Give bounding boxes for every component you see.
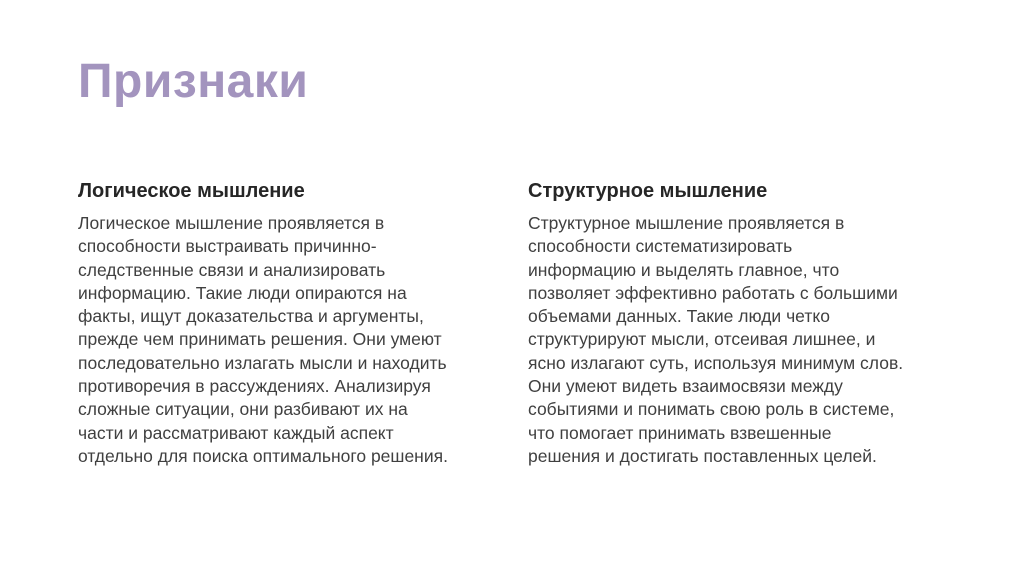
body-line: прежде чем принимать решения. Они умеют (78, 329, 442, 350)
column-body (528, 212, 968, 468)
body-line: противоречия в рассуждениях. Анализируя (78, 376, 431, 397)
body-line: что помогает принимать взвешенные (528, 422, 832, 443)
body-line: сложные ситуации, они разбивают их на (78, 399, 408, 420)
body-line: ясно излагают суть, используя минимум слов. (528, 352, 904, 373)
body-line: решения и достигать поставленных целей. (528, 445, 877, 466)
column-heading: Логическое мышление (78, 180, 305, 202)
body-line: способности систематизировать (528, 236, 793, 257)
column-structural-thinking (528, 178, 968, 468)
column-heading: Структурное мышление (528, 180, 768, 202)
body-line: Они умеют видеть взаимосвязи между (528, 376, 843, 397)
body-line: информацию. Такие люди опираются на (78, 282, 407, 303)
body-line: позволяет эффективно работать с большими (528, 282, 898, 303)
body-line: информацию и выделять главное, что (528, 259, 840, 280)
body-line: событиями и понимать свою роль в системе, (528, 399, 895, 420)
body-line: способности выстраивать причинно- (78, 236, 377, 257)
body-line: структурируют мысли, отсеивая лишнее, и (528, 329, 876, 350)
body-line: объемами данных. Такие люди четко (528, 306, 830, 327)
body-line: следственные связи и анализировать (78, 259, 386, 280)
body-line: отдельно для поиска оптимального решения. (78, 445, 448, 466)
slide-title: Признаки (78, 55, 309, 108)
column-logical-thinking (78, 178, 518, 468)
body-line: Логическое мышление проявляется в (78, 213, 385, 233)
body-line: Структурное мышление проявляется в (528, 213, 845, 233)
body-line: факты, ищут доказательства и аргументы, (78, 306, 424, 327)
body-line: последовательно излагать мысли и находить (78, 352, 447, 373)
column-body (78, 212, 518, 468)
body-line: части и рассматривают каждый аспект (78, 422, 394, 443)
